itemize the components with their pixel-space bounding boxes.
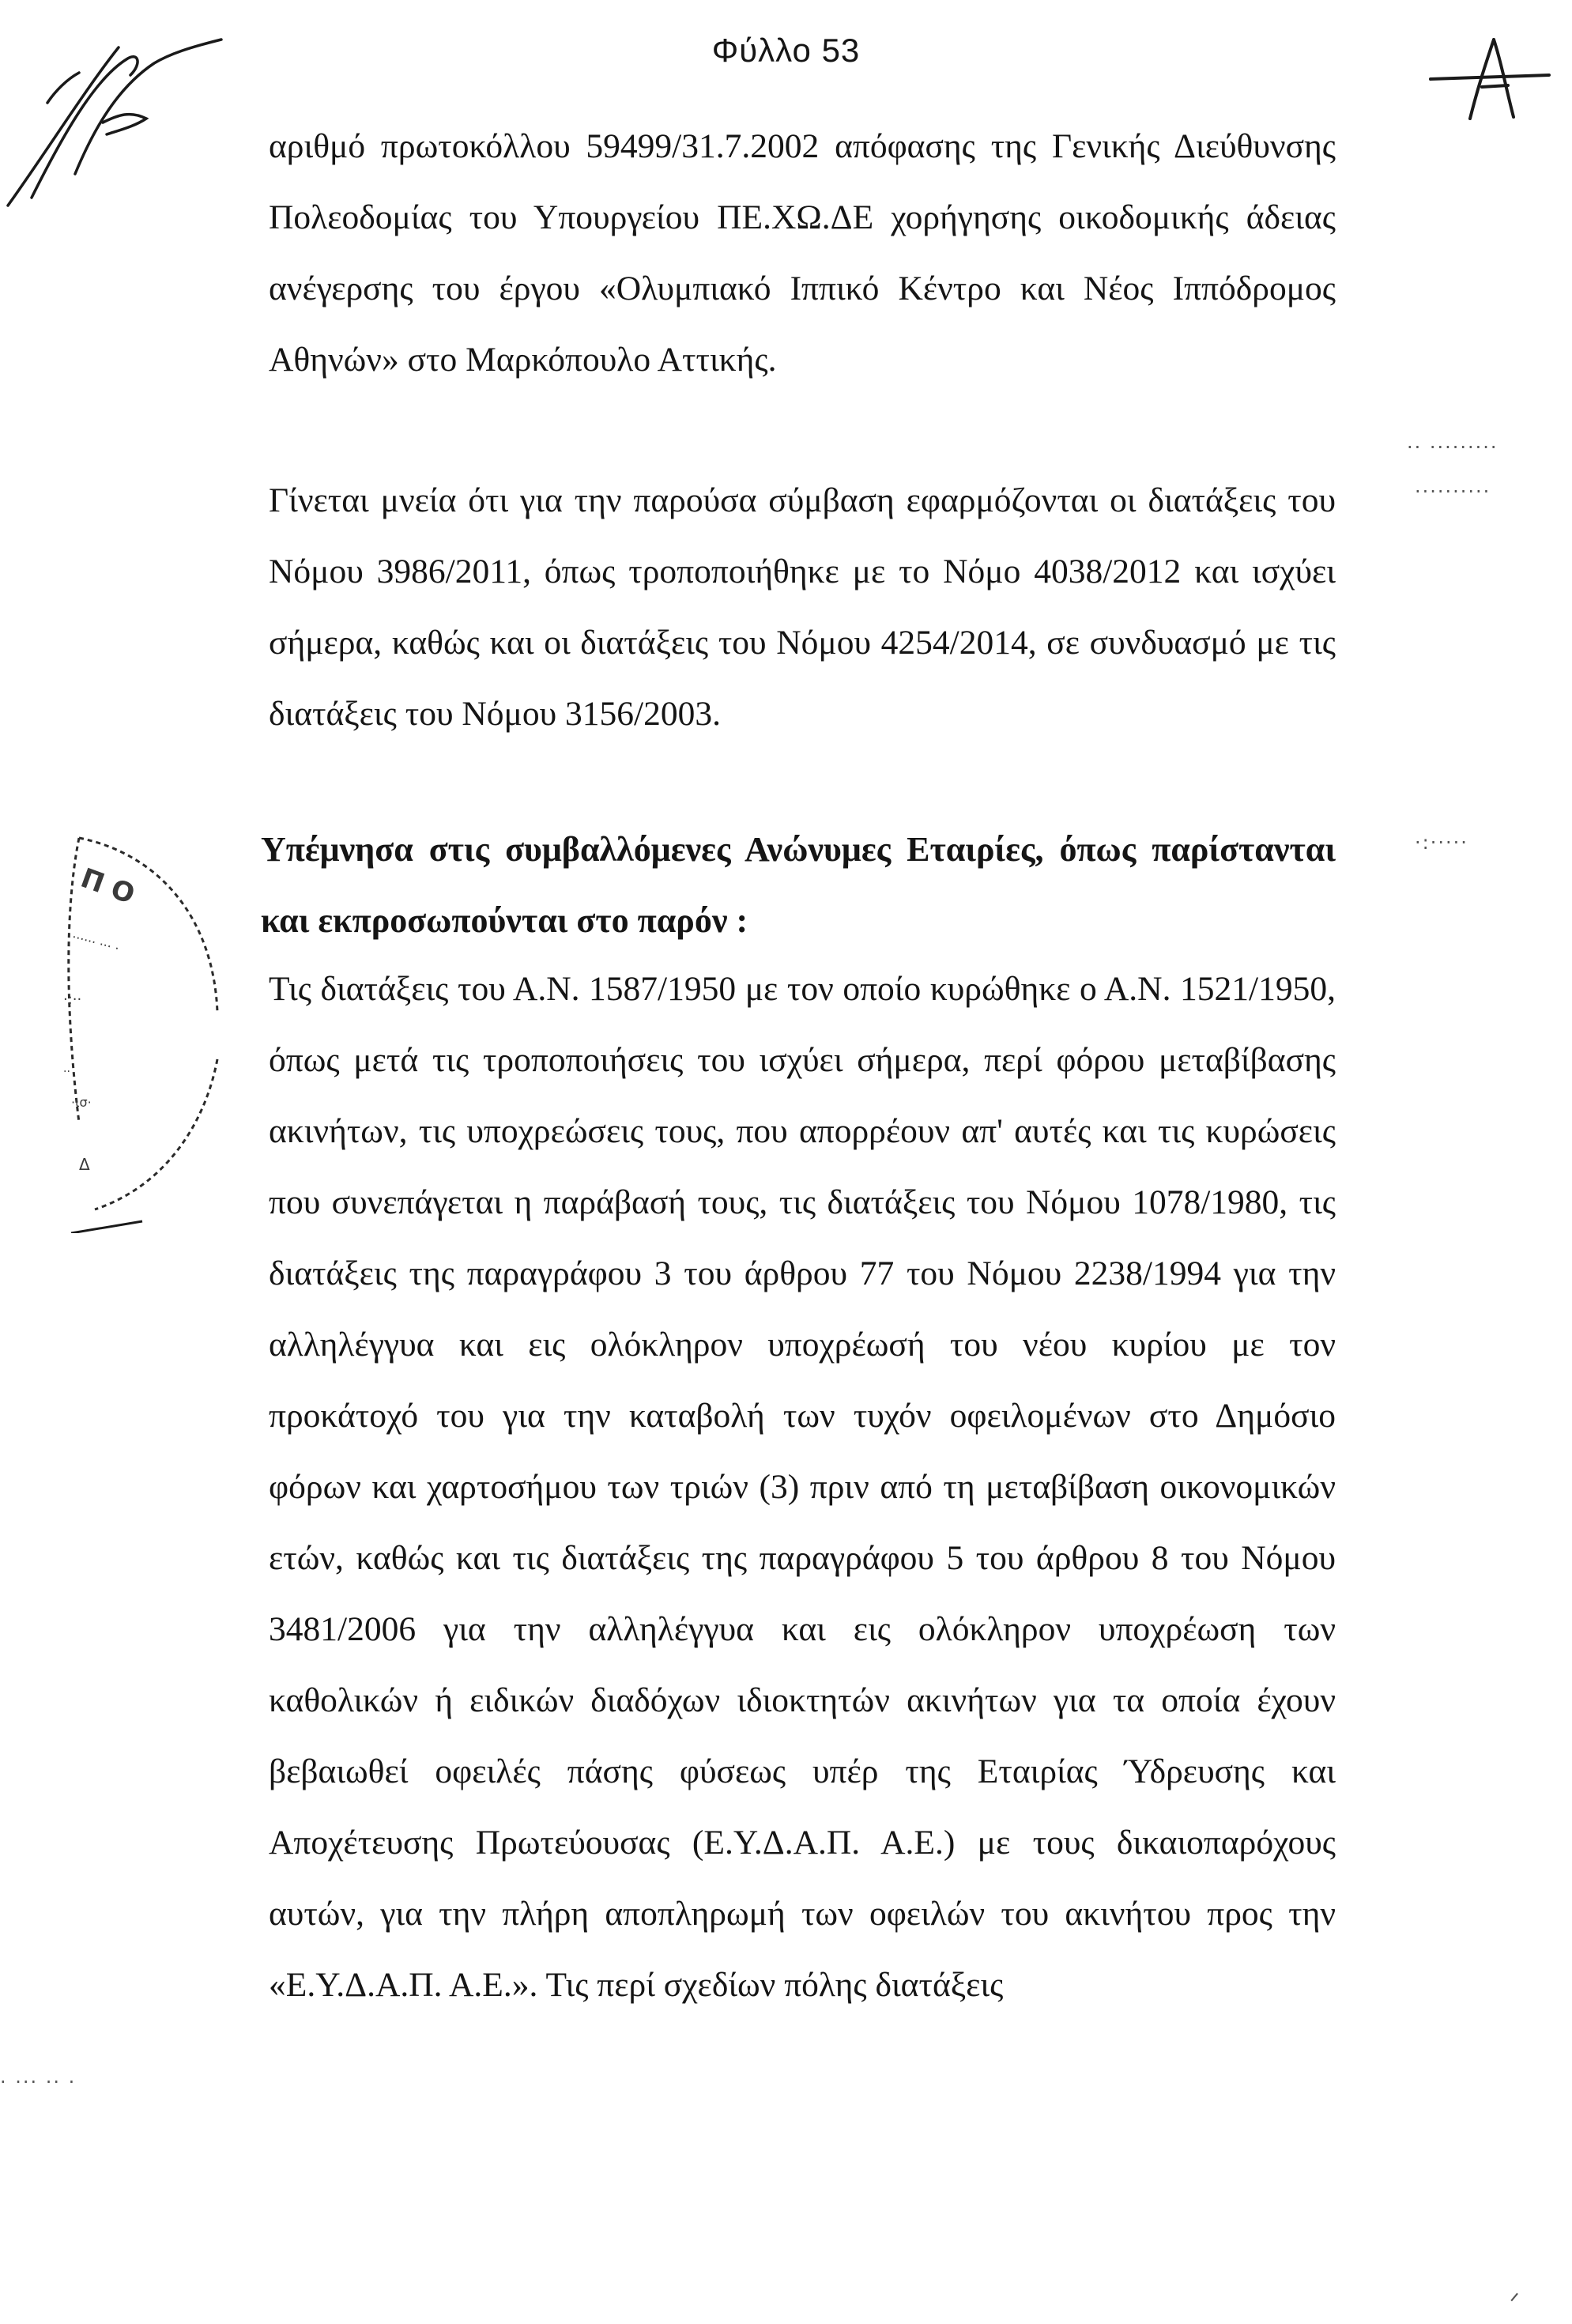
svg-text:·:··: ·:·· xyxy=(63,991,82,1008)
page-header: Φύλλο 53 xyxy=(711,32,861,69)
paragraph-laws: Γίνεται μνεία ότι για την παρούσα σύμβαση εφαρμόζονται οι διατάξεις του Νόμου 3986/2011, όπως τροποποιήθηκε με το Νόμο 4038/2012 και ισχύει σήμερα, καθώς και οι διατάξεις του Νόμου 4254/2014, σε συνδυασμό με τις διατάξεις του Νόμου 3156/2003. xyxy=(269,481,1336,733)
section-heading: Υπέμνησα στις συμβαλλόμενες Ανώνυμες Εταιρίες, όπως παρίστανται και εκπροσωπούνται στο παρόν : xyxy=(261,830,1336,940)
scan-noise: ·:····· xyxy=(1415,832,1468,854)
svg-text:··: ·· xyxy=(63,1066,70,1078)
scan-noise: ᐟ xyxy=(1510,2288,1521,2316)
paragraph-permit: αριθμό πρωτοκόλλου 59499/31.7.2002 απόφασης της Γενικής Διεύθυνσης Πολεοδομίας του Υπουργείου ΠΕ.ΧΩ.ΔΕ χορήγησης οικοδομικής άδειας ανέγερσης του έργου «Ολυμπιακό Ιππικό Κέντρο και Νέος Ιππόδρομος Αθηνών» στο Μαρκόπουλο Αττικής. xyxy=(269,127,1336,379)
paragraph-provisions: Τις διατάξεις του Α.Ν. 1587/1950 με τον οποίο κυρώθηκε ο Α.Ν. 1521/1950, όπως μετά τις τροποποιήσεις του ισχύει σήμερα, περί φόρου μεταβίβασης ακινήτων, τις υποχρεώσεις τους, που απορρέουν απ' αυτές και τις κυρώσεις που συνεπάγεται η παράβασή τους, τις διατάξεις του Νόμου 1078/1980, τις διατάξεις της παραγράφου 3 του άρθρου 77 του Νόμου 2238/1994 για την αλληλέγγυα και εις ολόκληρον υποχρέωσή του νέου κυρίου με τον προκάτοχό του για την καταβολή των τυχόν οφειλομένων στο Δημόσιο φόρων και χαρτοσήμου των τριών (3) πριν από τη μεταβίβαση οικονομικών ετών, καθώς και τις διατάξεις της παραγράφου 5 του άρθρου 8 του Νόμου 3481/2006 για την αλληλέγγυα και εις ολόκληρον υποχρέωση των καθολικών ή ειδικών διαδόχων ιδιοκτητών ακινήτων για τα οποία έχουν βεβαιωθεί οφειλές πάσης φύσεως υπέρ της Εταιρίας Ύδρευσης και Αποχέτευσης Πρωτεύουσας (Ε.Υ.Δ.Α.Π. Α.Ε.) με τους δικαιοπαρόχους αυτών, για την πλήρη αποπληρωμή των οφειλών του ακινήτου προς την «Ε.Υ.Δ.Α.Π. Α.Ε.». Τις περί σχεδίων πόλης διατάξεις xyxy=(269,970,1336,2004)
svg-text:Π Ο: Π Ο xyxy=(76,862,139,911)
scan-noise: ·········· xyxy=(1415,481,1491,503)
scan-noise: ·· ········· xyxy=(1407,436,1498,458)
svg-text:······ ··· ·: ······ ··· · xyxy=(70,929,121,956)
svg-text:·ισ·: ·ισ· xyxy=(71,1095,92,1110)
scan-noise: · ··· ·· · xyxy=(0,2071,77,2093)
initial-mark xyxy=(1415,32,1557,126)
signature-mark xyxy=(0,16,237,221)
svg-text:Δ: Δ xyxy=(79,1155,90,1174)
seal-stamp xyxy=(47,822,245,1233)
